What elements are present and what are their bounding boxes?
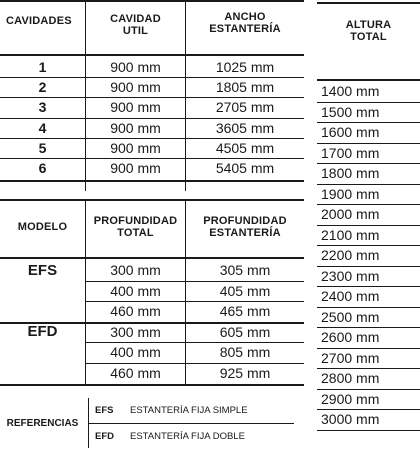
table-cell-ancho: 3605 mm <box>215 119 275 136</box>
table-cell-cavidad: 1 <box>38 59 47 76</box>
table-cell-modelo: EFS <box>27 261 58 279</box>
table-cell-cavidad: 4 <box>38 119 47 136</box>
table-cell-profundidad-estanteria: 805 mm <box>219 344 271 361</box>
table-cell-profundidad-total: 460 mm <box>110 364 161 381</box>
table-cell-cavidad: 3 <box>38 99 47 116</box>
table-cell-altura: 1400 mm <box>321 83 380 100</box>
table-cell-altura: 1500 mm <box>321 103 380 120</box>
ref-text-efs: ESTANTERÍA FIJA SIMPLE <box>130 404 248 416</box>
table-cell-ancho: 1805 mm <box>215 79 275 96</box>
ref-text-efd: ESTANTERÍA FIJA DOBLE <box>130 430 245 442</box>
table-cell-cavidad-util: 900 mm <box>110 59 161 76</box>
referencias-label: REFERENCIAS <box>6 417 79 429</box>
table-cell-profundidad-estanteria: 605 mm <box>219 323 271 340</box>
table-cell-altura: 1600 mm <box>321 124 380 141</box>
header-cavidad-util: CAVIDAD UTIL <box>110 13 161 37</box>
table-cell-profundidad-total: 300 mm <box>110 323 161 340</box>
table-cell-profundidad-total: 400 mm <box>110 344 161 361</box>
header-profundidad-estanteria: PROFUNDIDAD ESTANTERÍA <box>203 215 287 239</box>
ref-code-efd: EFD <box>95 430 114 442</box>
table-cell-altura: 1700 mm <box>321 144 380 161</box>
header-cavidades: CAVIDADES <box>6 15 72 27</box>
table-cell-ancho: 1025 mm <box>215 59 275 76</box>
table-cell-altura: 2300 mm <box>321 267 380 284</box>
table-cell-altura: 2600 mm <box>321 329 380 346</box>
table-cell-profundidad-total: 400 mm <box>110 282 161 299</box>
table-cell-cavidad: 5 <box>38 139 47 156</box>
table-cell-cavidad-util: 900 mm <box>110 139 161 156</box>
header-profundidad-total: PROFUNDIDAD TOTAL <box>93 215 178 239</box>
table-cell-cavidad-util: 900 mm <box>110 119 161 136</box>
table-cell-ancho: 4505 mm <box>215 139 275 156</box>
header-altura-total: ALTURA TOTAL <box>345 19 392 43</box>
table-cell-altura: 2900 mm <box>321 390 380 407</box>
table-cell-altura: 1900 mm <box>321 185 380 202</box>
table-cell-altura: 2800 mm <box>321 370 380 387</box>
ref-code-efs: EFS <box>95 404 114 416</box>
table-cell-profundidad-total: 460 mm <box>110 303 161 320</box>
table-cell-modelo: EFD <box>27 323 58 341</box>
table-cell-ancho: 5405 mm <box>215 160 275 177</box>
table-cell-profundidad-estanteria: 305 mm <box>219 262 271 279</box>
table-cell-profundidad-estanteria: 465 mm <box>219 303 271 320</box>
table-cell-cavidad: 2 <box>38 79 47 96</box>
table-cell-altura: 2500 mm <box>321 308 380 325</box>
table-cell-profundidad-estanteria: 405 mm <box>219 282 271 299</box>
table-cell-profundidad-estanteria: 925 mm <box>219 364 271 381</box>
table-cell-profundidad-total: 300 mm <box>110 262 161 279</box>
table-cell-cavidad-util: 900 mm <box>110 99 161 116</box>
table-cell-ancho: 2705 mm <box>215 99 275 116</box>
header-ancho-estanteria: ANCHO ESTANTERÍA <box>209 11 281 35</box>
table-cell-cavidad-util: 900 mm <box>110 79 161 96</box>
table-cell-cavidad-util: 900 mm <box>110 160 161 177</box>
table-cell-altura: 2700 mm <box>321 349 380 366</box>
table-cell-altura: 2400 mm <box>321 288 380 305</box>
row-divider <box>317 430 420 431</box>
table-cell-altura: 2000 mm <box>321 206 380 223</box>
table-cell-cavidad: 6 <box>38 160 47 177</box>
table-cell-altura: 1800 mm <box>321 165 380 182</box>
table-cell-altura: 3000 mm <box>321 411 380 428</box>
header-modelo: MODELO <box>17 221 68 233</box>
table-cell-altura: 2100 mm <box>321 226 380 243</box>
table-cell-altura: 2200 mm <box>321 247 380 264</box>
